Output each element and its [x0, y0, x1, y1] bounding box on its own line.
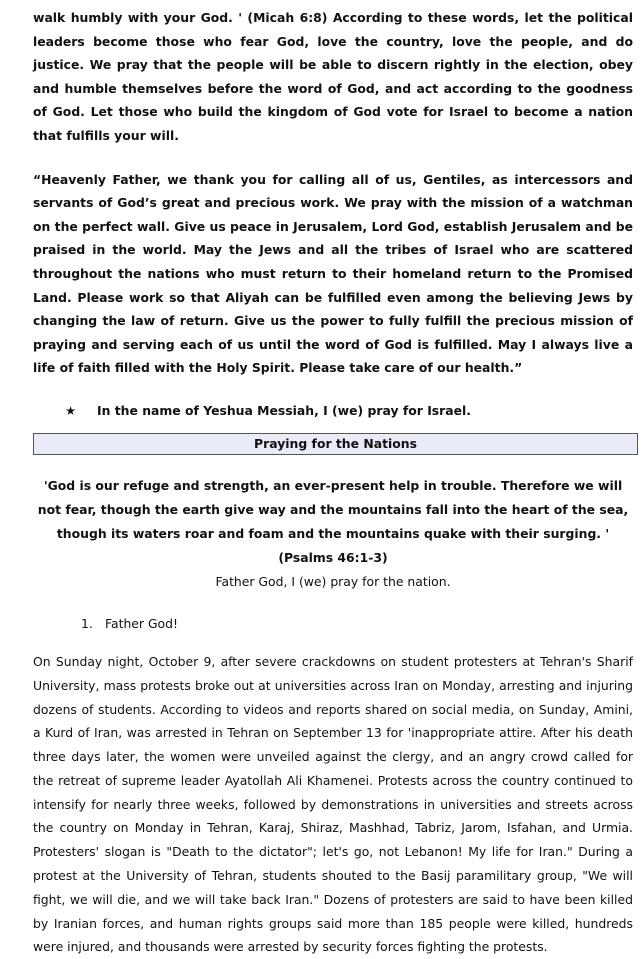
- list-number: 1.: [81, 615, 93, 631]
- news-paragraph: On Sunday night, October 9, after severe crackdowns on student protesters at Tehran's Sharif University, mass protests broke out at universities across Iran on Monday, arresting and injuring dozens of students. According to videos and reports shared on social media, on Sunday, Amini, a Kurd of Iran, was arrested in Tehran on September 13 for 'inappropriate attire. After his death three days later, the women were unveiled against the clergy, and an angry crowd called for the retreat of supreme leader Ayatollah Ali Khamenei. Protests across the country continued to intensify for nearly three weeks, followed by demonstrations in universities and streets across the country on Monday in Tehran, Karaj, Shiraz, Mashhad, Tabriz, Jarom, Isfahan, and Urmia. Protesters' slogan is "Death to the dictator"; let's go, not Lebanon! My life for Iran." During a protest at the University of Tehran, students shouted to the Basij paramilitary group, "We will fight, we will die, and we will take back Iran." Dozens of protesters are said to have been killed by Iranian forces, and human rights groups said more than 185 people were killed, hundreds were injured, and thousands were arrested by security forces fighting the protests.: [33, 653, 633, 955]
- scripture-verse: 'God is our refuge and strength, an ever-present help in trouble. Therefore we will not fear, though the earth give way and the mountains fall into the heart of the sea, though its waters roar and foam and the mountains quake with their surging. ': [37, 477, 629, 541]
- document-page: [33, 6, 633, 959]
- scripture-reference: (Psalms 46:1-3): [278, 549, 388, 565]
- star-icon: ★: [65, 402, 77, 418]
- list-item: [33, 614, 633, 634]
- section-header: [33, 433, 638, 455]
- prayer-paragraph: “Heavenly Father, we thank you for calling all of us, Gentiles, as intercessors and servants of God’s great and precious work. We pray with the mission of a watchman on the perfect wall. Give us peace in Jerusalem, Lord God, establish Jerusalem and be praised in the world. May the Jews and all the tribes of Israel who are scattered throughout the nations who must return to their homeland return to the Promised Land. Please work so that Aliyah can be fulfilled even among the believing Jews by changing the law of return. Give us the power to fully fulfill the precious mission of praying and serving each of us until the word of God is fulfilled. May I always live a life of faith filled with the Holy Spirit. Please take care of our health.”: [33, 171, 633, 376]
- section-header-title: Praying for the Nations: [254, 436, 417, 452]
- prayer-subtitle: Father God, I (we) pray for the nation.: [215, 573, 451, 589]
- closing-prayer-line: [33, 401, 633, 421]
- top-paragraph: walk humbly with your God. ' (Micah 6:8) According to these words, let the political leaders become those who fear God, love the country, love the people, and do justice. We pray that the people will be able to discern rightly in the election, obey and humble themselves before the word of God, and act according to the goodness of God. Let those who build the kingdom of God vote for Israel to become a nation that fulfills your will.: [33, 10, 633, 143]
- list-item-text: Father God!: [105, 615, 178, 631]
- closing-prayer-text: In the name of Yeshua Messiah, I (we) pray for Israel.: [97, 402, 472, 418]
